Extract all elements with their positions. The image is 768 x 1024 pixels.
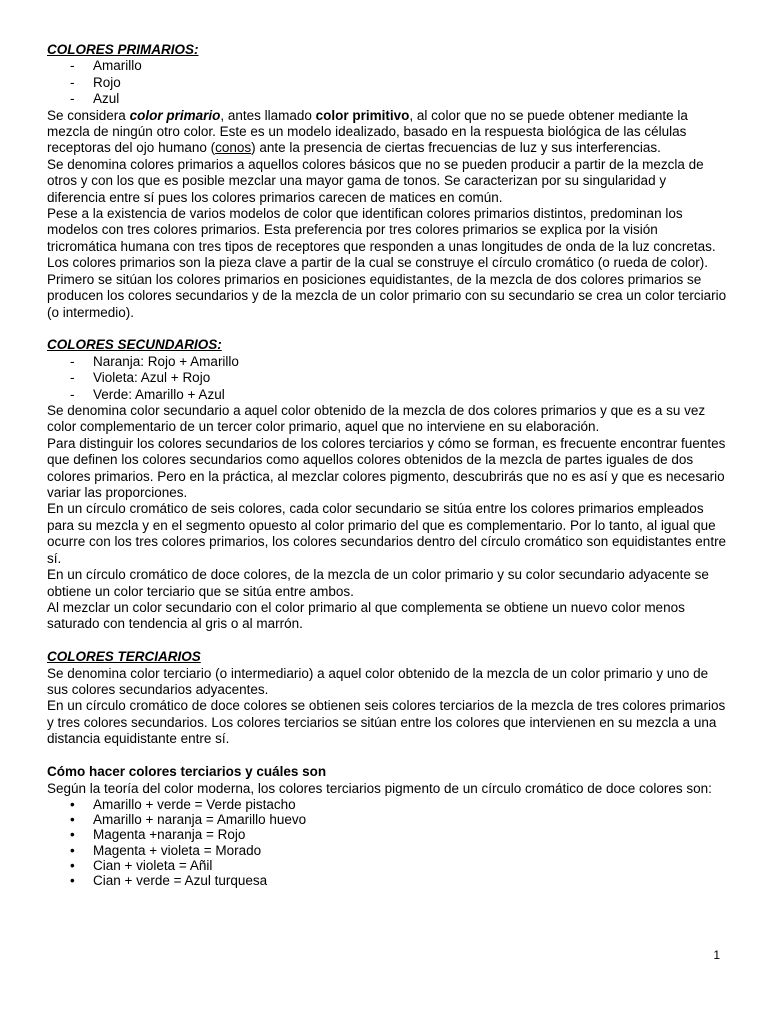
paragraph: Se denomina color terciario (o intermediario) a aquel color obtenido de la mezcla de un color primario y uno de sus colores secundarios adyacentes.	[47, 665, 709, 698]
text-run: , al color que no se puede obtener mediante la mezcla de ningún otro color. Este es un modelo idealizado, basado en la respuesta biológica de las células receptoras del ojo humano (	[47, 107, 688, 156]
bold-term: color primitivo	[315, 107, 410, 123]
paragraph: Según la teoría del color moderna, los colores terciarios pigmento de un círculo cromático de doce colores son:	[47, 780, 712, 796]
conos-link[interactable]: conos	[215, 140, 252, 156]
list-item: - Amarillo	[47, 58, 727, 74]
section-heading-secundarios: COLORES SECUNDARIOS:	[47, 337, 222, 353]
list-item: • Magenta + violeta = Morado	[47, 843, 727, 858]
paragraph: Los colores primarios son la pieza clave a partir de la cual se construye el círculo cromático (o rueda de color). Primero se sitúan los colores primarios en posiciones equidistantes, de la mezcla de dos colores primarios se producen los colores secundarios y de la mezcla de un color primario con su secundario se crea un color terciario (o intermedio).	[47, 255, 727, 320]
paragraph: En un círculo cromático de doce colores se obtienen seis colores terciarios de la mezcla de tres colores primarios y tres colores secundarios. Los colores terciarios se sitúan entre los colores que intervienen en su mezcla a una distancia equidistante entre sí.	[47, 698, 726, 747]
section-heading-terciarios: COLORES TERCIARIOS	[47, 649, 201, 665]
document-page	[47, 42, 727, 888]
section-heading-primarios: COLORES PRIMARIOS:	[47, 42, 199, 57]
spacer	[47, 633, 727, 650]
paragraph: Se denomina colores primarios a aquellos colores básicos que no se pueden producir a partir de la mezcla de otros y con los que es posible mezclar una mayor gama de tonos. Se caracterizan por su singularidad y diferencia entre sí pues los colores primarios carecen de matices en común.	[47, 156, 704, 205]
list-item: - Naranja: Rojo + Amarillo	[47, 354, 727, 370]
list-item: - Azul	[47, 91, 727, 107]
emphasis-term: color primario	[129, 107, 221, 123]
list-item: - Violeta: Azul + Rojo	[47, 370, 727, 386]
section-heading-como: Cómo hacer colores terciarios y cuáles son	[47, 764, 327, 780]
list-item: - Rojo	[47, 75, 727, 91]
list-item: • Cian + violeta = Añil	[47, 858, 727, 873]
paragraph: Para distinguir los colores secundarios de los colores terciarios y cómo se forman, es frecuente encontrar fuentes que definen los colores secundarios como aquellos colores obtenidos de la mezcla de partes iguales de dos colores primarios. Pero en la práctica, al mezclar colores pigmento, descubrirás que no es así y que es necesario variar las proporciones.	[47, 435, 726, 501]
text-run: ) ante la presencia de ciertas frecuencias de luz y sus interferencias.	[251, 140, 661, 156]
paragraph: En un círculo cromático de doce colores, de la mezcla de un color primario y su color secundario adyacente se obtiene un color terciario que se sitúa entre ambos.	[47, 567, 709, 599]
spacer	[47, 321, 727, 338]
paragraph: Pese a la existencia de varios modelos de color que identifican colores primarios distintos, predominan los modelos con tres colores primarios. Esta preferencia por tres colores primarios se explica por la visión tricromática humana con tres tipos de receptores que responden a unas longitudes de onda de la luz concretas.	[47, 206, 716, 254]
paragraph: En un círculo cromático de seis colores, cada color secundario se sitúa entre los colores primarios empleados para su mezcla y en el segmento opuesto al color primario del que es complementario. Por lo tanto, al igual que ocurre con los tres colores primarios, los colores secundarios dentro del círculo cromático son equidistantes entre sí.	[47, 501, 727, 566]
tertiary-colors-list	[47, 797, 727, 888]
list-item: • Amarillo + naranja = Amarillo huevo	[47, 812, 727, 827]
spacer	[47, 748, 727, 765]
page-number: 1	[713, 948, 720, 962]
primary-colors-list	[47, 58, 727, 107]
paragraph	[47, 108, 727, 157]
list-item: • Amarillo + verde = Verde pistacho	[47, 797, 727, 812]
list-item: • Magenta +naranja = Rojo	[47, 827, 727, 842]
text-run: Se considera	[47, 107, 130, 123]
text-run: , antes llamado	[220, 107, 316, 123]
paragraph: Se denomina color secundario a aquel color obtenido de la mezcla de dos colores primarios y que es a su vez color complementario de un tercer color primario, aquel que no interviene en su elaboración.	[47, 403, 706, 435]
paragraph: Al mezclar un color secundario con el color primario al que complementa se obtiene un nuevo color menos saturado con tendencia al gris o al marrón.	[47, 599, 685, 632]
list-item: • Cian + verde = Azul turquesa	[47, 873, 727, 888]
list-item: - Verde: Amarillo + Azul	[47, 387, 727, 403]
secondary-colors-list	[47, 354, 727, 403]
